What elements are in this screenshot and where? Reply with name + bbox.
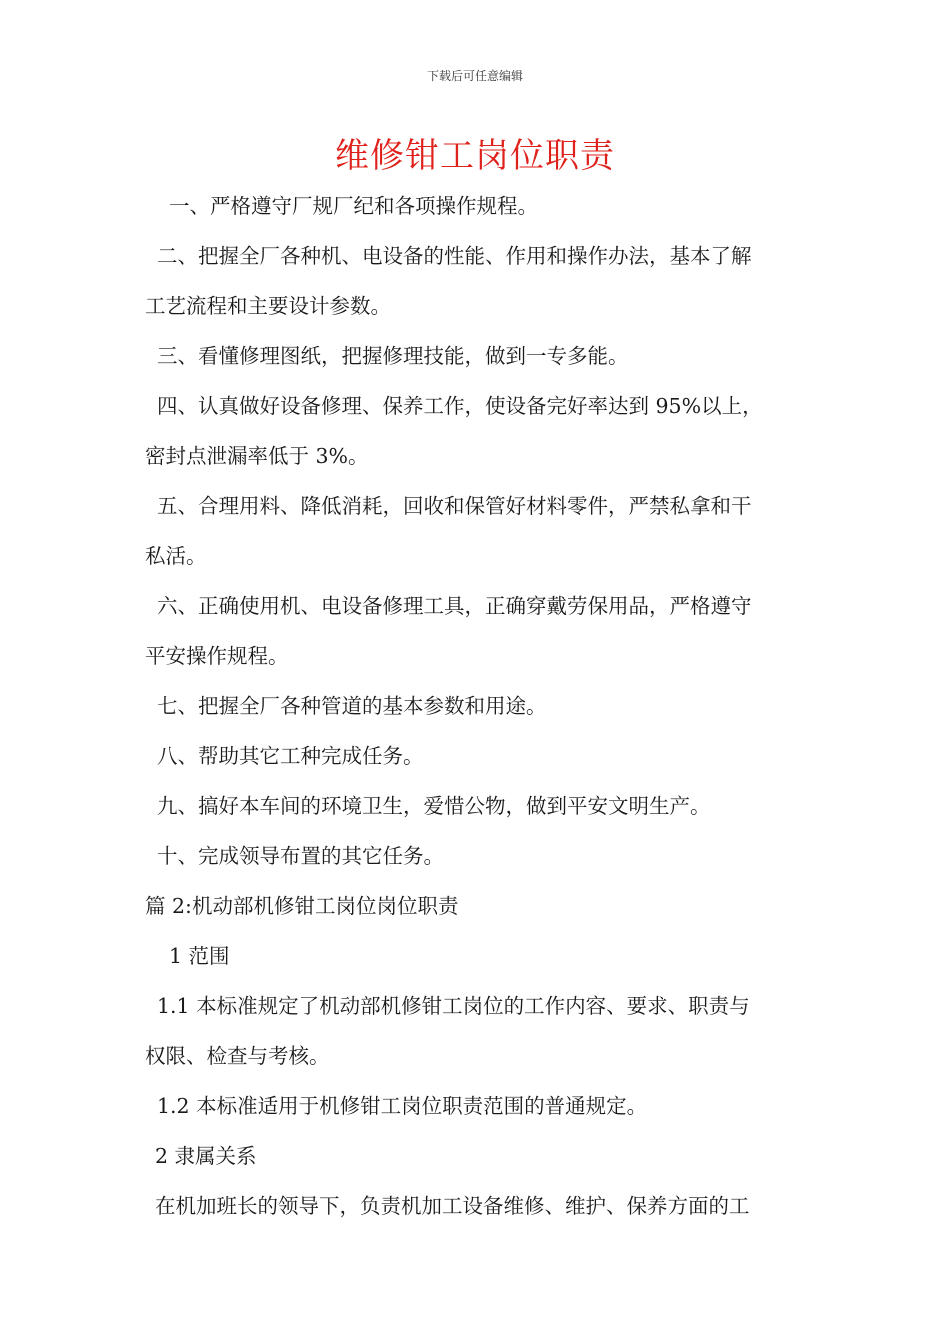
subsection-heading: 2 隶属关系 — [155, 1144, 257, 1168]
paragraph-line: 二、把握全厂各种机、电设备的性能、作用和操作办法，基本了解 — [157, 244, 752, 268]
paragraph-line: 1.1 本标准规定了机动部机修钳工岗位的工作内容、要求、职责与 — [157, 994, 750, 1018]
subsection-heading: 1 范围 — [169, 944, 230, 968]
paragraph-line: 十、完成领导布置的其它任务。 — [157, 844, 444, 868]
paragraph-line: 1.2 本标准适用于机修钳工岗位职责范围的普通规定。 — [157, 1094, 648, 1118]
paragraph-line: 密封点泄漏率低于 3%。 — [145, 444, 369, 468]
paragraph-line: 权限、检查与考核。 — [145, 1044, 330, 1068]
paragraph-line: 平安操作规程。 — [145, 644, 289, 668]
paragraph-line: 私活。 — [145, 544, 207, 568]
document-title: 维修钳工岗位职责 — [335, 136, 615, 176]
header-note: 下载后可任意编辑 — [426, 69, 523, 83]
paragraph-line: 五、合理用料、降低消耗，回收和保管好材料零件，严禁私拿和干 — [157, 494, 752, 518]
document-body — [145, 181, 807, 1231]
paragraph-line: 一、严格遵守厂规厂纪和各项操作规程。 — [169, 194, 538, 218]
paragraph-line: 工艺流程和主要设计参数。 — [145, 294, 391, 318]
paragraph-line: 八、帮助其它工种完成任务。 — [157, 744, 424, 768]
section-heading: 篇 2:机动部机修钳工岗位岗位职责 — [145, 894, 459, 918]
paragraph-line: 四、认真做好设备修理、保养工作，使设备完好率达到 95%以上， — [157, 394, 763, 418]
paragraph-line: 七、把握全厂各种管道的基本参数和用途。 — [157, 694, 547, 718]
paragraph-line: 六、正确使用机、电设备修理工具，正确穿戴劳保用品，严格遵守 — [157, 594, 752, 618]
paragraph-line: 在机加班长的领导下，负责机加工设备维修、维护、保养方面的工 — [155, 1194, 750, 1218]
paragraph-line: 九、搞好本车间的环境卫生，爱惜公物，做到平安文明生产。 — [157, 794, 711, 818]
paragraph-line: 三、看懂修理图纸，把握修理技能，做到一专多能。 — [157, 344, 629, 368]
